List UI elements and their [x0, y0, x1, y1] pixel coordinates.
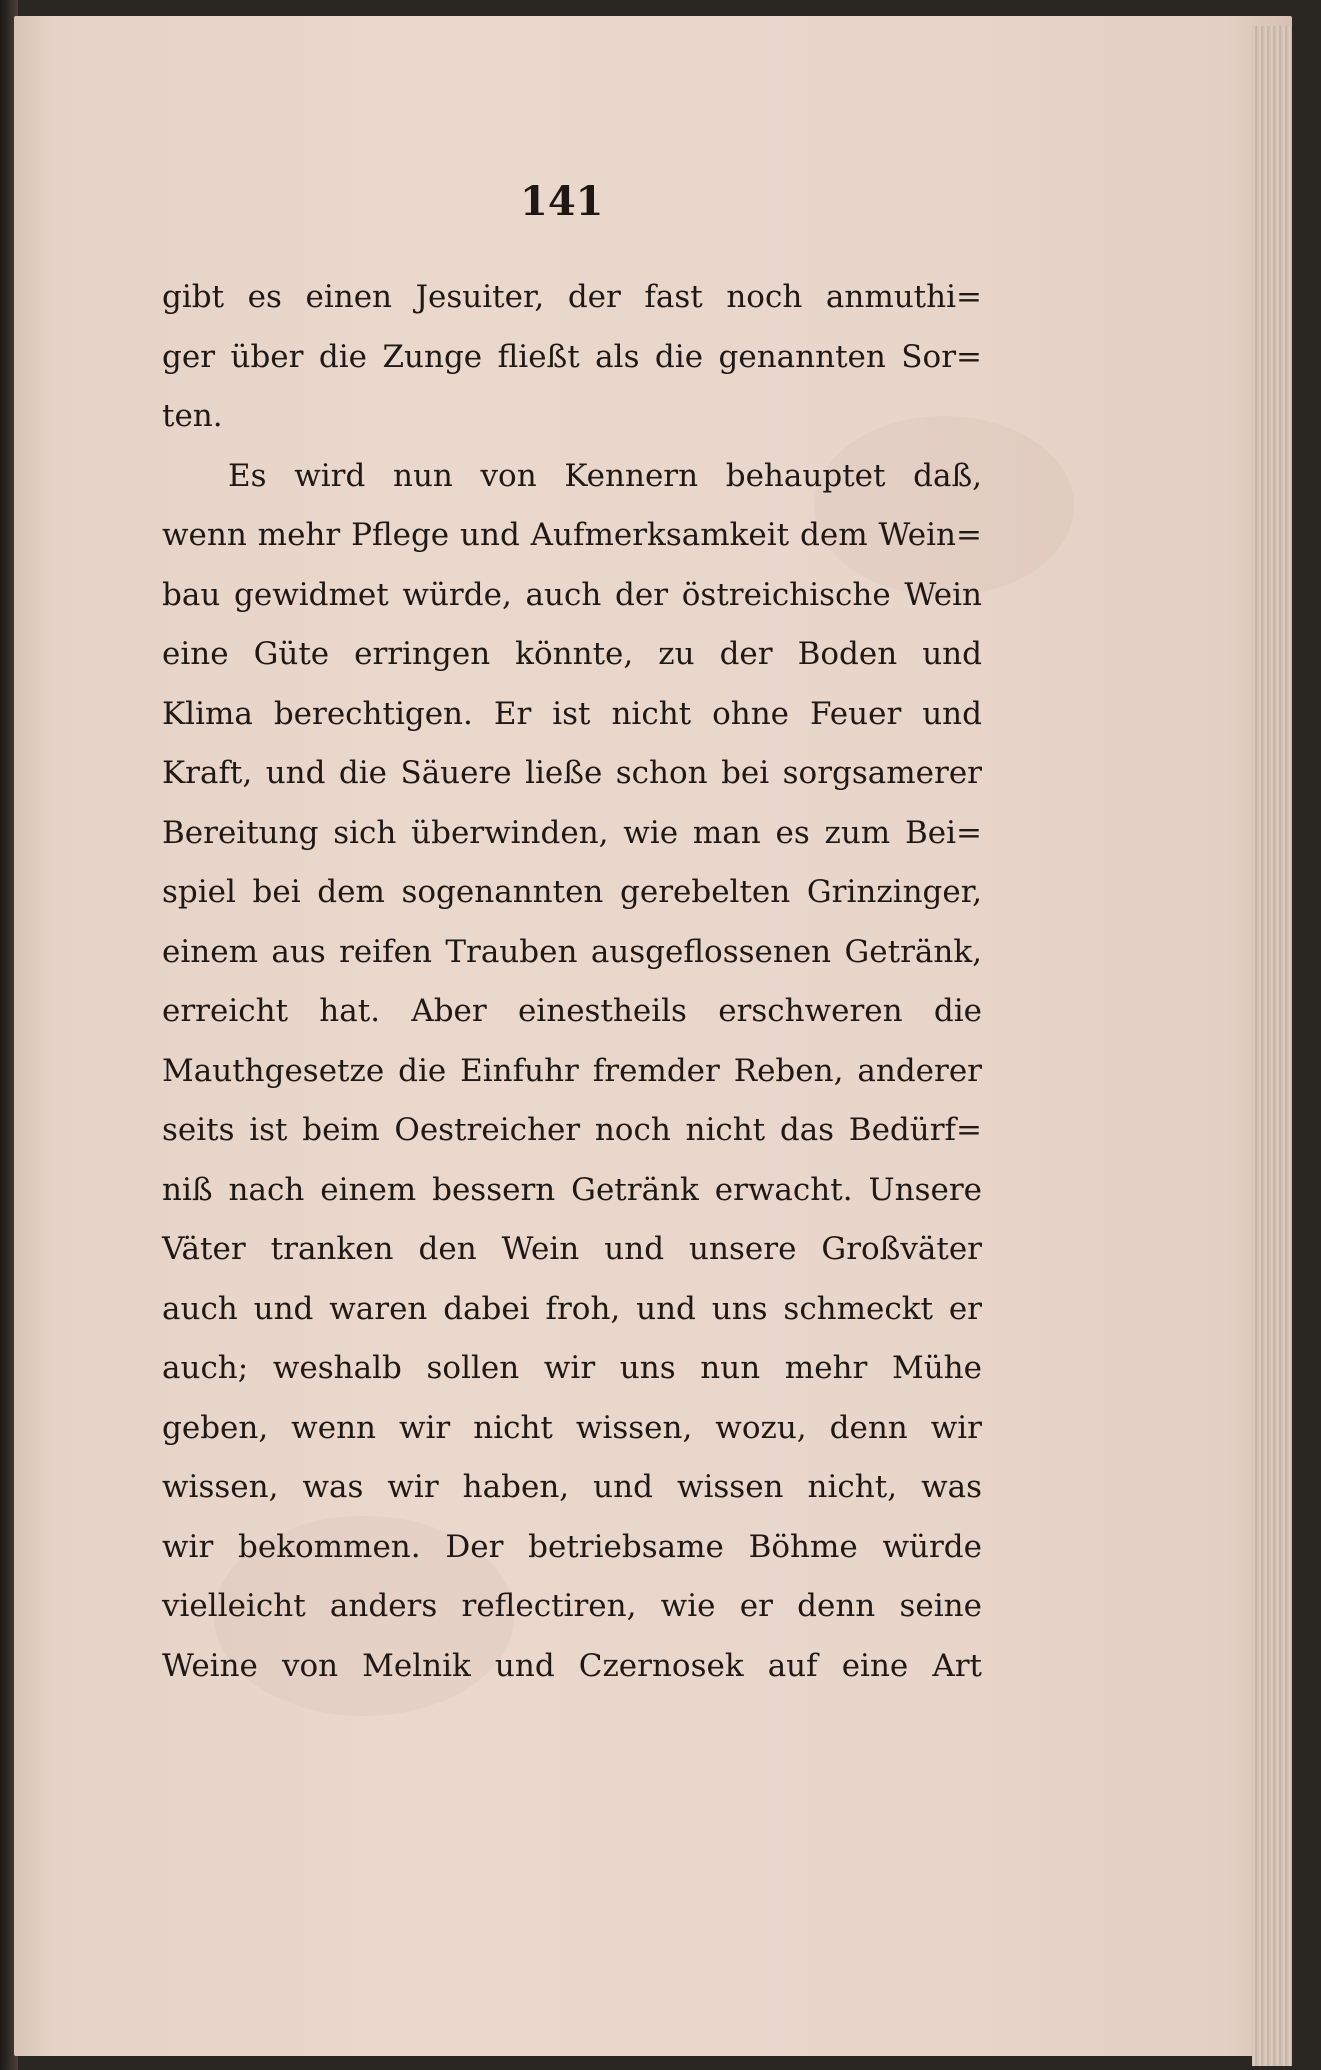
- text-line: Klima berechtigen. Er ist nicht ohne Feuer und: [162, 695, 982, 732]
- page-number: 141: [520, 178, 604, 225]
- text-line: wenn mehr Pflege und Aufmerksamkeit dem Wein=: [162, 517, 982, 553]
- paragraph-start-line: Es wird nun von Kennern behauptet daß,: [228, 457, 982, 494]
- text-line: seits ist beim Oestreicher noch nicht das Bedürf=: [162, 1112, 982, 1148]
- text-line: einem aus reifen Trauben ausgeflossenen Getränk,: [162, 933, 982, 970]
- text-line: wissen, was wir haben, und wissen nicht, was: [162, 1469, 982, 1505]
- text-line: Mauthgesetze die Einfuhr fremder Reben, anderer: [162, 1052, 982, 1089]
- text-line: auch; weshalb sollen wir uns nun mehr Mühe: [162, 1350, 982, 1386]
- text-line: gibt es einen Jesuiter, der fast noch anmuthi=: [162, 279, 982, 315]
- text-line: auch und waren dabei froh, und uns schmeckt er: [162, 1290, 982, 1327]
- text-line: ten.: [162, 398, 223, 434]
- text-line: erreicht hat. Aber einestheils erschweren die: [162, 993, 982, 1029]
- text-line: Kraft, und die Säuere ließe schon bei sorgsamerer: [162, 755, 982, 791]
- text-line: niß nach einem bessern Getränk erwacht. Unsere: [162, 1171, 982, 1208]
- text-line: Väter tranken den Wein und unsere Großväter: [162, 1231, 982, 1267]
- page-edges: [1252, 26, 1292, 2066]
- text-line: bau gewidmet würde, auch der östreichische Wein: [162, 576, 982, 613]
- text-line: Bereitung sich überwinden, wie man es zum Bei=: [162, 814, 982, 851]
- text-line: geben, wenn wir nicht wissen, wozu, denn wir: [162, 1409, 982, 1446]
- text-line: wir bekommen. Der betriebsame Böhme würde: [162, 1528, 982, 1565]
- text-line: ger über die Zunge fließt als die genannten Sor=: [162, 338, 982, 375]
- text-line: spiel bei dem sogenannten gerebelten Grinzinger,: [162, 874, 982, 910]
- text-line: vielleicht anders reflectiren, wie er denn seine: [162, 1588, 982, 1624]
- text-line: Weine von Melnik und Czernosek auf eine Art: [162, 1647, 982, 1684]
- text-line: eine Güte erringen könnte, zu der Boden und: [162, 636, 982, 672]
- body-text: [162, 268, 982, 1696]
